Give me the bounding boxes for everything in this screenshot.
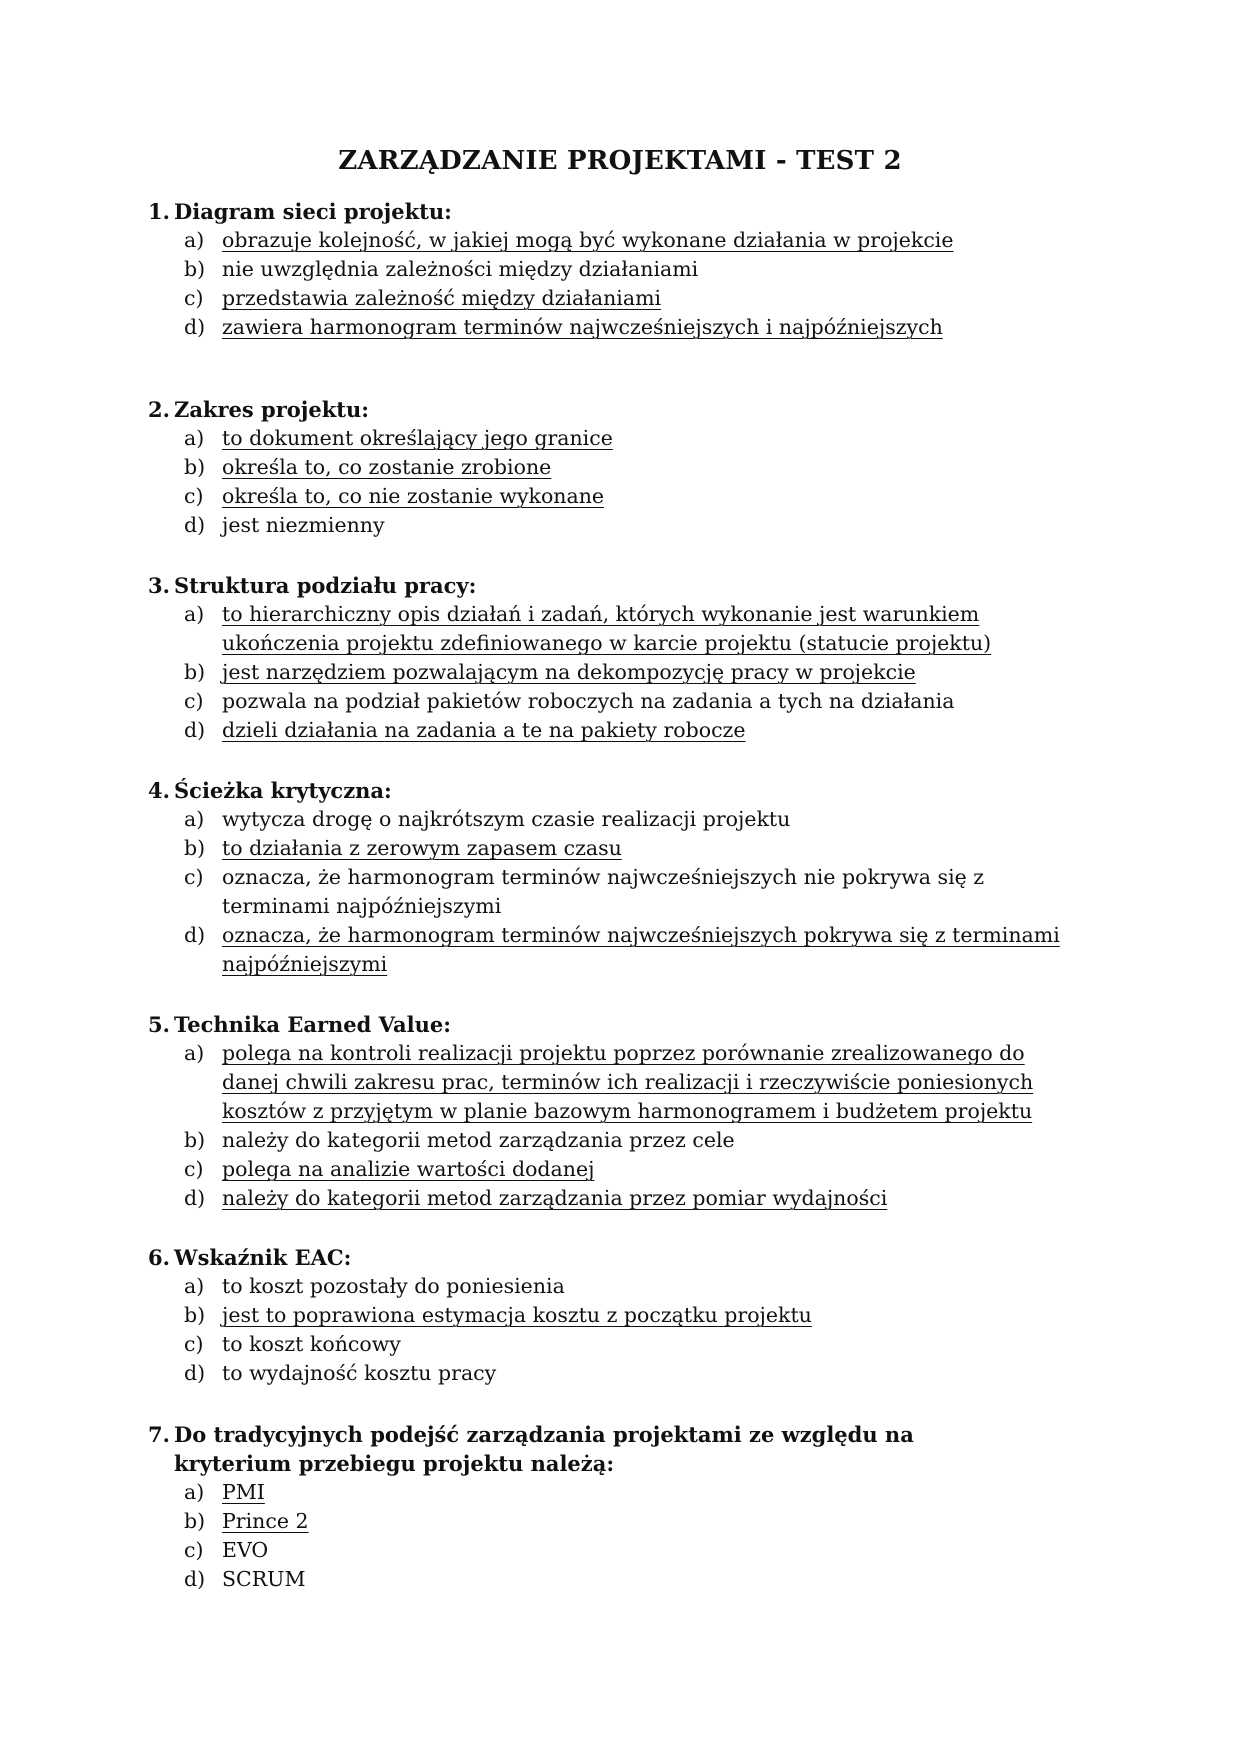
answer-letter: c) (184, 865, 204, 889)
answer-text: wytycza drogę o najkrótszym czasie realizacji projektu (222, 807, 791, 831)
answer-letter: a) (184, 1274, 205, 1298)
answer-text: to koszt pozostały do poniesienia (222, 1274, 565, 1298)
answer-text: dzieli działania na zadania a te na pakiety robocze (222, 718, 746, 742)
answer-text: PMI (222, 1480, 265, 1504)
answer-option (184, 1039, 1108, 1126)
answer-text: to dokument określający jego granice (222, 426, 613, 450)
question-heading (148, 197, 1108, 226)
answer-option (184, 658, 1108, 687)
answer-text: to wydajność kosztu pracy (222, 1361, 497, 1385)
answer-option (184, 511, 1108, 540)
answer-letter: c) (184, 689, 204, 713)
question-text: Wskaźnik EAC: (174, 1245, 352, 1270)
answer-letter: b) (184, 1303, 206, 1327)
page-title: ZARZĄDZANIE PROJEKTAMI - TEST 2 (338, 146, 902, 176)
answer-text: należy do kategorii metod zarządzania przez cele (222, 1128, 735, 1152)
question-text: Technika Earned Value: (174, 1012, 451, 1037)
answer-option (184, 1565, 1108, 1594)
answer-letter: b) (184, 660, 206, 684)
answer-letter: b) (184, 257, 206, 281)
answer-list (148, 600, 1108, 745)
question-number: 1. (148, 199, 170, 224)
answer-letter: a) (184, 228, 205, 252)
answer-letter: b) (184, 1128, 206, 1152)
answer-text: jest niezmienny (222, 513, 385, 537)
answer-letter: c) (184, 1157, 204, 1181)
answer-text: to koszt końcowy (222, 1332, 401, 1356)
question-5 (148, 1010, 1108, 1213)
answer-text: oznacza, że harmonogram terminów najwcześniejszych nie pokrywa się z terminami najpóźniejszymi (222, 865, 985, 918)
answer-text: EVO (222, 1538, 269, 1562)
answer-letter: a) (184, 1041, 205, 1065)
answer-text: Prince 2 (222, 1509, 309, 1533)
answer-option (184, 921, 1108, 979)
question-heading (148, 776, 1108, 805)
question-number: 4. (148, 778, 170, 803)
answer-text: przedstawia zależność między działaniami (222, 286, 662, 310)
answer-option (184, 1155, 1108, 1184)
answer-option (184, 600, 1108, 658)
answer-text: polega na kontroli realizacji projektu poprzez porównanie zrealizowanego do danej chwili zakresu prac, terminów ich realizacji i rzeczywiście poniesionych kosztów z przyjętym w planie bazowym harmonogramem i budżetem projektu (222, 1041, 1034, 1123)
answer-letter: c) (184, 1538, 204, 1562)
answer-text: polega na analizie wartości dodanej (222, 1157, 595, 1181)
answer-letter: d) (184, 923, 206, 947)
answer-option (184, 1359, 1108, 1388)
answer-option (184, 424, 1108, 453)
answer-list (148, 1272, 1108, 1388)
answer-option (184, 313, 1108, 342)
question-heading (148, 1010, 1108, 1039)
answer-letter: c) (184, 286, 204, 310)
answer-letter: b) (184, 1509, 206, 1533)
answer-text: oznacza, że harmonogram terminów najwcześniejszych pokrywa się z terminami najpóźniejszymi (222, 923, 1060, 976)
answer-letter: b) (184, 455, 206, 479)
answer-option (184, 1184, 1108, 1213)
question-heading (148, 1243, 1108, 1272)
question-7 (148, 1420, 1108, 1594)
answer-option (184, 1126, 1108, 1155)
answer-option (184, 716, 1108, 745)
answer-letter: d) (184, 1567, 206, 1591)
question-heading (148, 571, 1108, 600)
answer-text: zawiera harmonogram terminów najwcześniejszych i najpóźniejszych (222, 315, 943, 339)
question-number: 7. (148, 1422, 170, 1447)
answer-text: to hierarchiczny opis działań i zadań, których wykonanie jest warunkiem ukończenia projektu zdefiniowanego w karcie projektu (statucie projektu) (222, 602, 992, 655)
question-number: 3. (148, 573, 170, 598)
answer-text: nie uwzględnia zależności między działaniami (222, 257, 699, 281)
answer-option (184, 1301, 1108, 1330)
answer-letter: a) (184, 602, 205, 626)
answer-list (148, 424, 1108, 540)
answer-option (184, 834, 1108, 863)
question-number: 6. (148, 1245, 170, 1270)
question-text: Zakres projektu: (174, 397, 370, 422)
question-heading (148, 395, 1108, 424)
answer-option (184, 1330, 1108, 1359)
question-heading (148, 1420, 1108, 1478)
answer-option (184, 1272, 1108, 1301)
answer-text: określa to, co zostanie zrobione (222, 455, 552, 479)
question-1 (148, 197, 1108, 342)
answer-letter: c) (184, 1332, 204, 1356)
answer-text: określa to, co nie zostanie wykonane (222, 484, 605, 508)
answer-list (148, 1039, 1108, 1213)
answer-list (148, 805, 1108, 979)
answer-list (148, 226, 1108, 342)
answer-letter: d) (184, 315, 206, 339)
answer-text: to działania z zerowym zapasem czasu (222, 836, 622, 860)
answer-letter: b) (184, 836, 206, 860)
answer-letter: a) (184, 1480, 205, 1504)
question-4 (148, 776, 1108, 979)
question-number: 5. (148, 1012, 170, 1037)
question-number: 2. (148, 397, 170, 422)
question-text: Ścieżka krytyczna: (174, 778, 392, 803)
answer-letter: a) (184, 807, 205, 831)
answer-text: jest to poprawiona estymacja kosztu z początku projektu (222, 1303, 812, 1327)
answer-option (184, 453, 1108, 482)
answer-text: należy do kategorii metod zarządzania przez pomiar wydajności (222, 1186, 888, 1210)
answer-text: jest narzędziem pozwalającym na dekompozycję pracy w projekcie (222, 660, 916, 684)
answer-text: pozwala na podział pakietów roboczych na zadania a tych na działania (222, 689, 955, 713)
answer-option (184, 482, 1108, 511)
answer-option (184, 255, 1108, 284)
answer-option (184, 1536, 1108, 1565)
answer-letter: d) (184, 1361, 206, 1385)
answer-option (184, 1478, 1108, 1507)
answer-list (148, 1478, 1108, 1594)
answer-letter: a) (184, 426, 205, 450)
question-6 (148, 1243, 1108, 1388)
answer-option (184, 226, 1108, 255)
answer-option (184, 805, 1108, 834)
question-text: Diagram sieci projektu: (174, 199, 452, 224)
answer-letter: c) (184, 484, 204, 508)
answer-option (184, 863, 1108, 921)
answer-text: obrazuje kolejność, w jakiej mogą być wykonane działania w projekcie (222, 228, 954, 252)
answer-letter: d) (184, 1186, 206, 1210)
question-text: Do tradycyjnych podejść zarządzania projektami ze względu na kryterium przebiegu projektu należą: (174, 1422, 914, 1476)
answer-option (184, 1507, 1108, 1536)
question-2 (148, 395, 1108, 540)
answer-option (184, 687, 1108, 716)
answer-option (184, 284, 1108, 313)
question-text: Struktura podziału pracy: (174, 573, 477, 598)
question-3 (148, 571, 1108, 745)
answer-letter: d) (184, 513, 206, 537)
answer-letter: d) (184, 718, 206, 742)
answer-text: SCRUM (222, 1567, 306, 1591)
